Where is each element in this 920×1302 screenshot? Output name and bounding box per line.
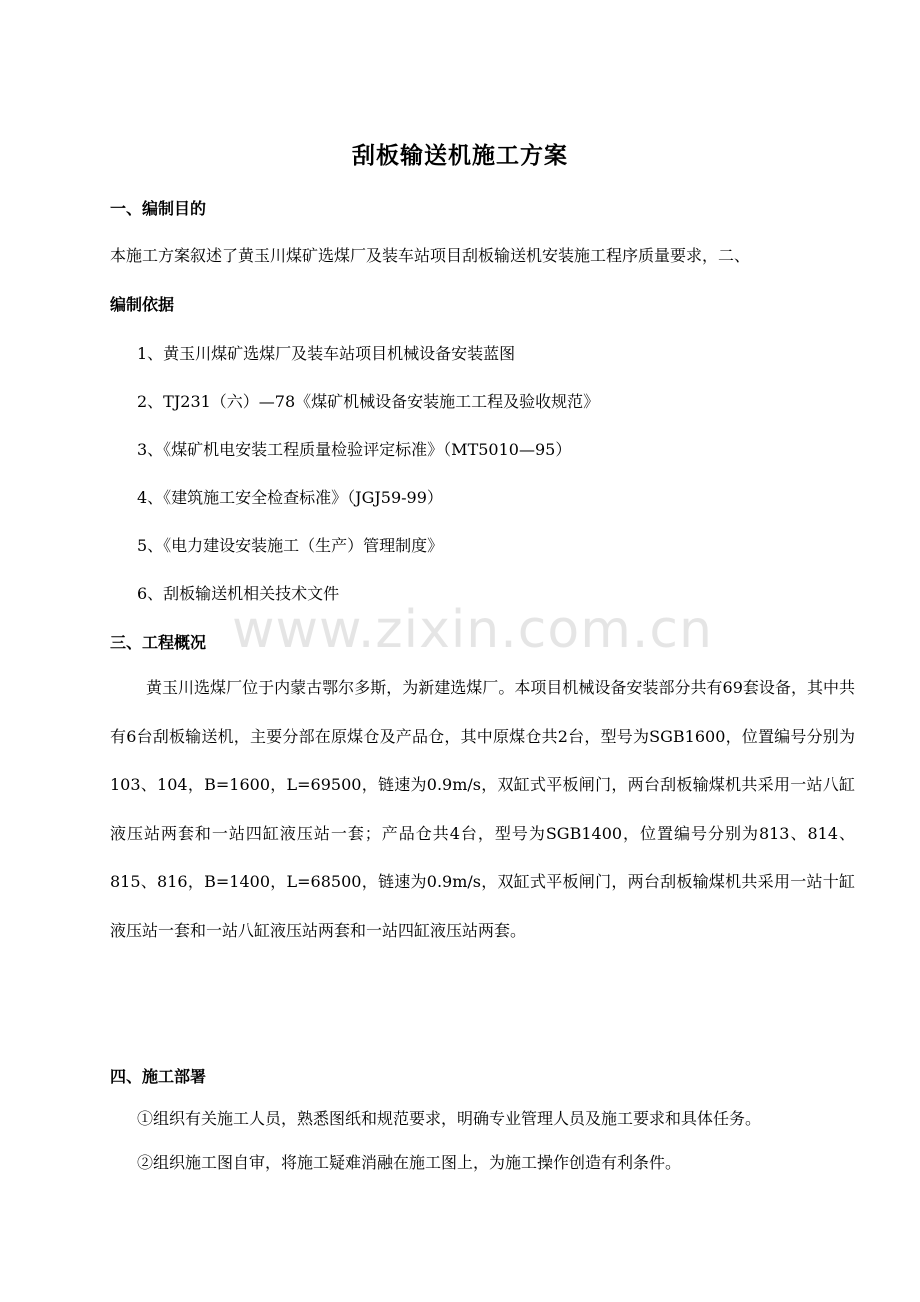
section-heading-deployment: 四、施工部署 — [110, 1067, 207, 1086]
basis-item: 5、《电力建设安装施工（生产）管理制度》 — [137, 536, 444, 555]
basis-item: 3、《煤矿机电安装工程质量检验评定标准》（MT5010—95） — [137, 440, 572, 459]
basis-item: 1、黄玉川煤矿选煤厂及装车站项目机械设备安装蓝图 — [137, 344, 516, 363]
watermark: www.zixin.com.cn — [232, 600, 713, 660]
overview-paragraph: 黄玉川选煤厂位于内蒙古鄂尔多斯，为新建选煤厂。本项目机械设备安装部分共有69套设备，其中共有6台刮板输送机，主要分部在原煤仓及产品仓，其中原煤仓共2台，型号为SGB1600，位置编号分别为103、104，B=1600，L=69500，链速为0.9m/s，双缸式平板闸门，两台刮板输煤机共采用一站八缸液压站两套和一站四缸液压站一套；产品仓共4台，型号为SGB1400，位置编号分别为813、814、815、816，B=1400，L=68500，链速为0.9m/s，双缸式平板闸门，两台刮板输煤机共采用一站十缸液压站一套和一站八缸液压站两套和一站四缸液压站两套。 — [110, 678, 855, 940]
section-heading-overview: 三、工程概况 — [110, 633, 207, 652]
purpose-text: 本施工方案叙述了黄玉川煤矿选煤厂及装车站项目刮板输送机安装施工程序质量要求，二、 — [110, 246, 751, 265]
section-heading-purpose: 一、编制目的 — [110, 199, 207, 218]
basis-item: 2、TJ231（六）—78《煤矿机械设备安装施工工程及验收规范》 — [137, 392, 600, 411]
deployment-item: ②组织施工图自审，将施工疑难消融在施工图上，为施工操作创造有利条件。 — [137, 1153, 682, 1172]
basis-item: 4、《建筑施工安全检查标准》（JGJ59-99） — [137, 488, 443, 507]
section-heading-basis: 编制依据 — [110, 295, 175, 314]
document-title: 刮板输送机施工方案 — [352, 143, 568, 169]
basis-item: 6、刮板输送机相关技术文件 — [137, 584, 340, 603]
deployment-item: ①组织有关施工人员，熟悉图纸和规范要求，明确专业管理人员及施工要求和具体任务。 — [137, 1109, 762, 1128]
